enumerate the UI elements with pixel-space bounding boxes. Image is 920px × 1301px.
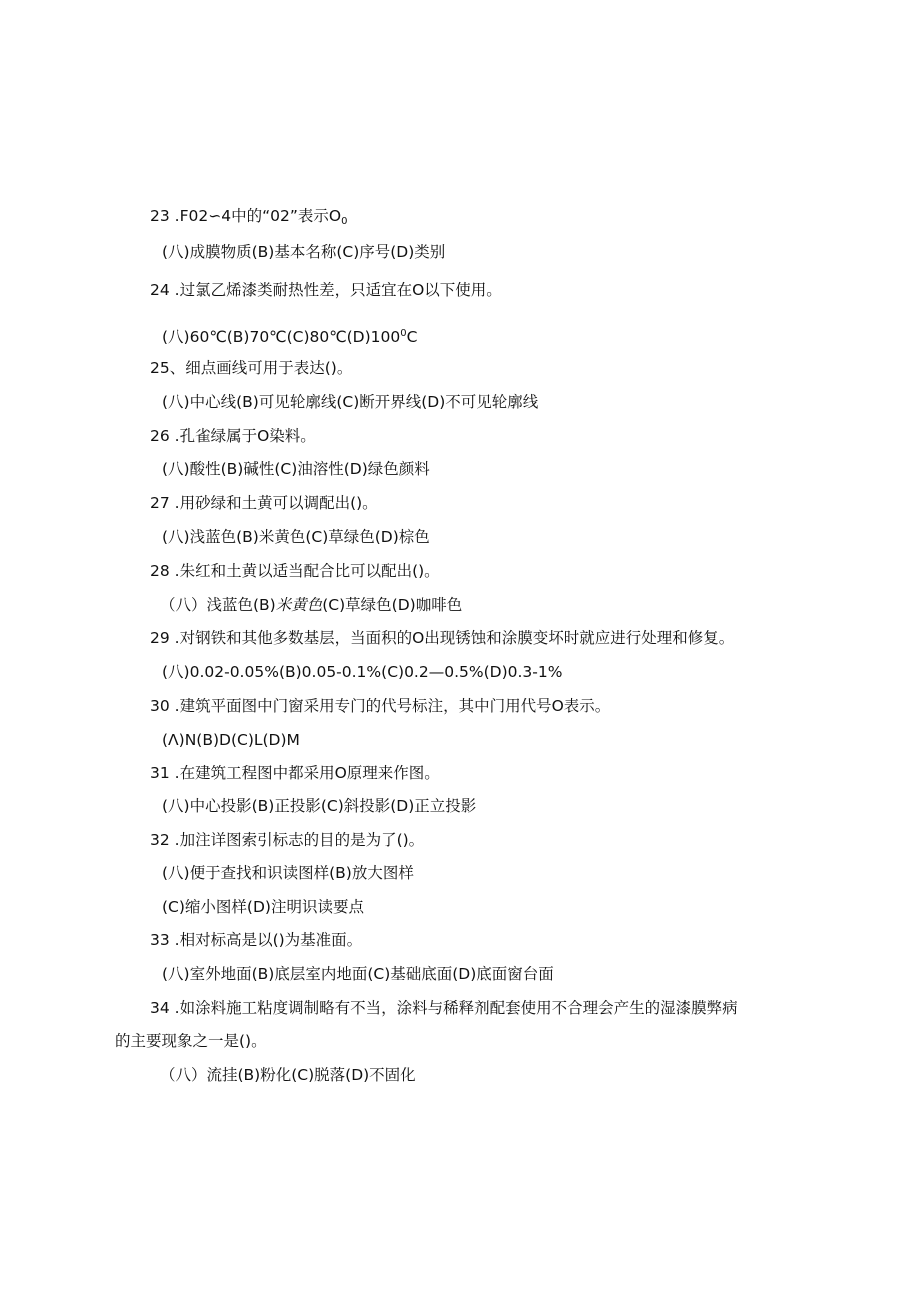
question-26-options: (八)酸性(B)碱性(C)油溶性(D)绿色颜料 — [162, 460, 430, 478]
question-25-options: (八)中心线(B)可见轮廓线(C)断开界线(D)不可见轮廓线 — [162, 393, 539, 411]
question-34-stem-continued: 的主要现象之一是()。 — [115, 1032, 267, 1050]
question-32-options-line1: (八)便于查找和识读图样(B)放大图样 — [162, 864, 414, 882]
question-30-stem: 30 .建筑平面图中门窗采用专门的代号标注，其中门用代号O表示。 — [150, 697, 611, 715]
question-34-options: （八）流挂(B)粉化(C)脱落(D)不固化 — [160, 1066, 416, 1084]
question-27-stem: 27 .用砂绿和土黄可以调配出()。 — [150, 494, 378, 512]
question-24-options: (八)$60℃(B)70℃(C)80℃(D)100^0C$ — [162, 328, 418, 346]
question-30-options: (Λ)N(B)D(C)L(D)M — [162, 731, 300, 749]
question-24-stem: 24 .过氯乙烯漆类耐热性差，只适宜在O以下使用。 — [150, 281, 502, 299]
question-29-stem: 29 .对钢铁和其他多数基层，当面积的O出现锈蚀和涂膜变坏时就应进行处理和修复。 — [150, 629, 735, 647]
question-33-options: (八)室外地面(B)底层室内地面(C)基础底面(D)底面窗台面 — [162, 965, 554, 983]
question-32-options-line2: (C)缩小图样(D)注明识读要点 — [162, 898, 364, 916]
question-33-stem: 33 .相对标高是以()为基准面。 — [150, 931, 363, 949]
question-28-options: （八）浅蓝色(B)米黄色(C)草绿色(D)咖啡色 — [160, 596, 463, 614]
question-23-stem: 23 .F02∽4中的“02”表示$O_0$ — [150, 207, 348, 227]
question-31-options: (八)中心投影(B)正投影(C)斜投影(D)正立投影 — [162, 797, 477, 815]
question-32-stem: 32 .加注详图索引标志的目的是为了()。 — [150, 831, 425, 849]
question-23-options: (八)成膜物质(B)基本名称(C)序号(D)类别 — [162, 243, 446, 261]
question-31-stem: 31 .在建筑工程图中都采用O原理来作图。 — [150, 764, 440, 782]
question-28-stem: 28 .朱红和土黄以适当配合比可以配出()。 — [150, 562, 440, 580]
question-29-options: (八)0.02-0.05%(B)0.05-0.1%(C)0.2—0.5%(D)0.3-1% — [162, 663, 563, 681]
question-26-stem: 26 .孔雀绿属于O染料。 — [150, 427, 316, 445]
question-34-stem: 34 .如涂料施工粘度调制略有不当，涂料与稀释剂配套使用不合理会产生的湿漆膜弊病 — [150, 999, 738, 1017]
question-27-options: (八)浅蓝色(B)米黄色(C)草绿色(D)棕色 — [162, 528, 430, 546]
question-25-stem: 25、细点画线可用于表达()。 — [150, 359, 353, 377]
